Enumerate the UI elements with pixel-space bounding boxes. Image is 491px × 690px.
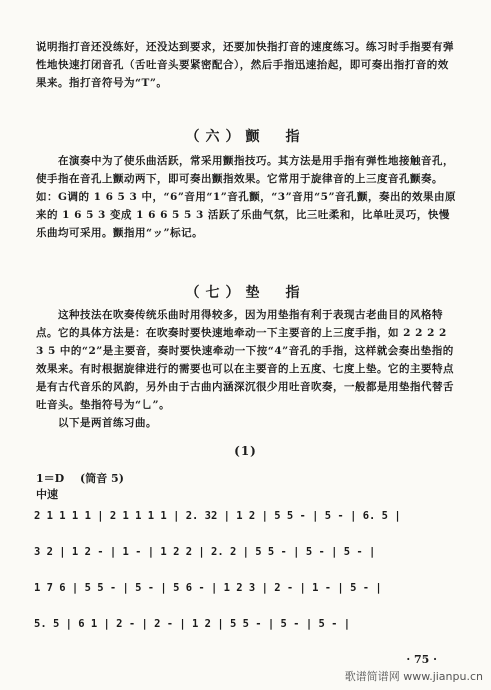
- score-key-note: (筒音 5): [80, 472, 124, 485]
- score-line-1-notes: 2 1 1 1 1 | 2 1 1 1 1 | 2. 32 | 1 2 | 5 5 - | 5 - | 6. 5 |: [34, 510, 401, 522]
- score-tempo: 中速: [36, 488, 58, 501]
- score-line-4-notes: 5. 5 | 6 1 | 2 - | 2 - | 1 2 | 5 5 - | 5 - | 5 - |: [34, 618, 351, 630]
- score-line-3: [34, 582, 464, 604]
- score-key: 1＝D: [36, 472, 65, 485]
- score-line-4: [34, 618, 464, 640]
- paragraph-finger-tap: 说明指打音还没练好，还没达到要求，还要加快指打音的速度练习。练习时手指要有弹性地快速打闭音孔（舌吐音头要紧密配合），然后手指迅速抬起，即可奏出指打音的效果来。指打音符号为“T”。: [36, 41, 454, 89]
- score-line-1: [34, 510, 464, 532]
- heading-pad-finger: （七）垫 指: [185, 285, 306, 301]
- score-line-3-notes: 1 7 6 | 5 5 - | 5 - | 5 6 - | 1 2 3 | 2 - | 1 - | 5 - |: [34, 582, 382, 594]
- heading-trill-finger: （六）颤 指: [185, 129, 306, 145]
- score-line-2: [34, 546, 464, 568]
- page-number: · 75 ·: [406, 653, 437, 666]
- paragraph-pad-finger: 这种技法在吹奏传统乐曲时用得较多，因为用垫指有利于表现古老曲目的风格特点。它的具体方法是：在吹奏时要快速地牵动一下主要音的上三度手指，如 2 2 2 2 3 5 中的“2”是主要音，奏时要快速牵动一下按“4”音孔的手指，这样就会奏出垫指的效果来。有时根据旋律进行的需要也可以在主要音的上五度、七度上垫。它的主要特点是有古代音乐的风韵，另外由于古曲内涵深沉很少用吐音吹奏，一般都是用垫指代替舌吐音头。垫指符号为“乚”。: [36, 309, 454, 411]
- paragraph-exercise-intro: 以下是两首练习曲。: [58, 417, 157, 429]
- paragraph-trill-finger: 在演奏中为了使乐曲活跃，常采用颤指技巧。其方法是用手指有弹性地接触音孔，使手指在音孔上颤动两下，即可奏出颤指效果。它常用于旋律音的上三度音孔颤奏。如：G调的 1 6 5 3 中，“6”音用“1”音孔颤，“3”音用“5”音孔颤，奏出的效果由原来的 1 6 5 3 变成 1 6 6 5 5 3 活跃了乐曲气氛，比三吐柔和，比单吐灵巧，快慢乐曲均可采用。颤指用“ッ”标记。: [36, 155, 457, 239]
- score-line-2-notes: 3 2 | 1 2 - | 1 - | 1 2 2 | 2. 2 | 5 5 - | 5 - | 5 - |: [34, 546, 376, 558]
- score-number: (1): [234, 444, 257, 458]
- site-watermark: 歌谱简谱网 www.jianpu.cn: [344, 670, 483, 683]
